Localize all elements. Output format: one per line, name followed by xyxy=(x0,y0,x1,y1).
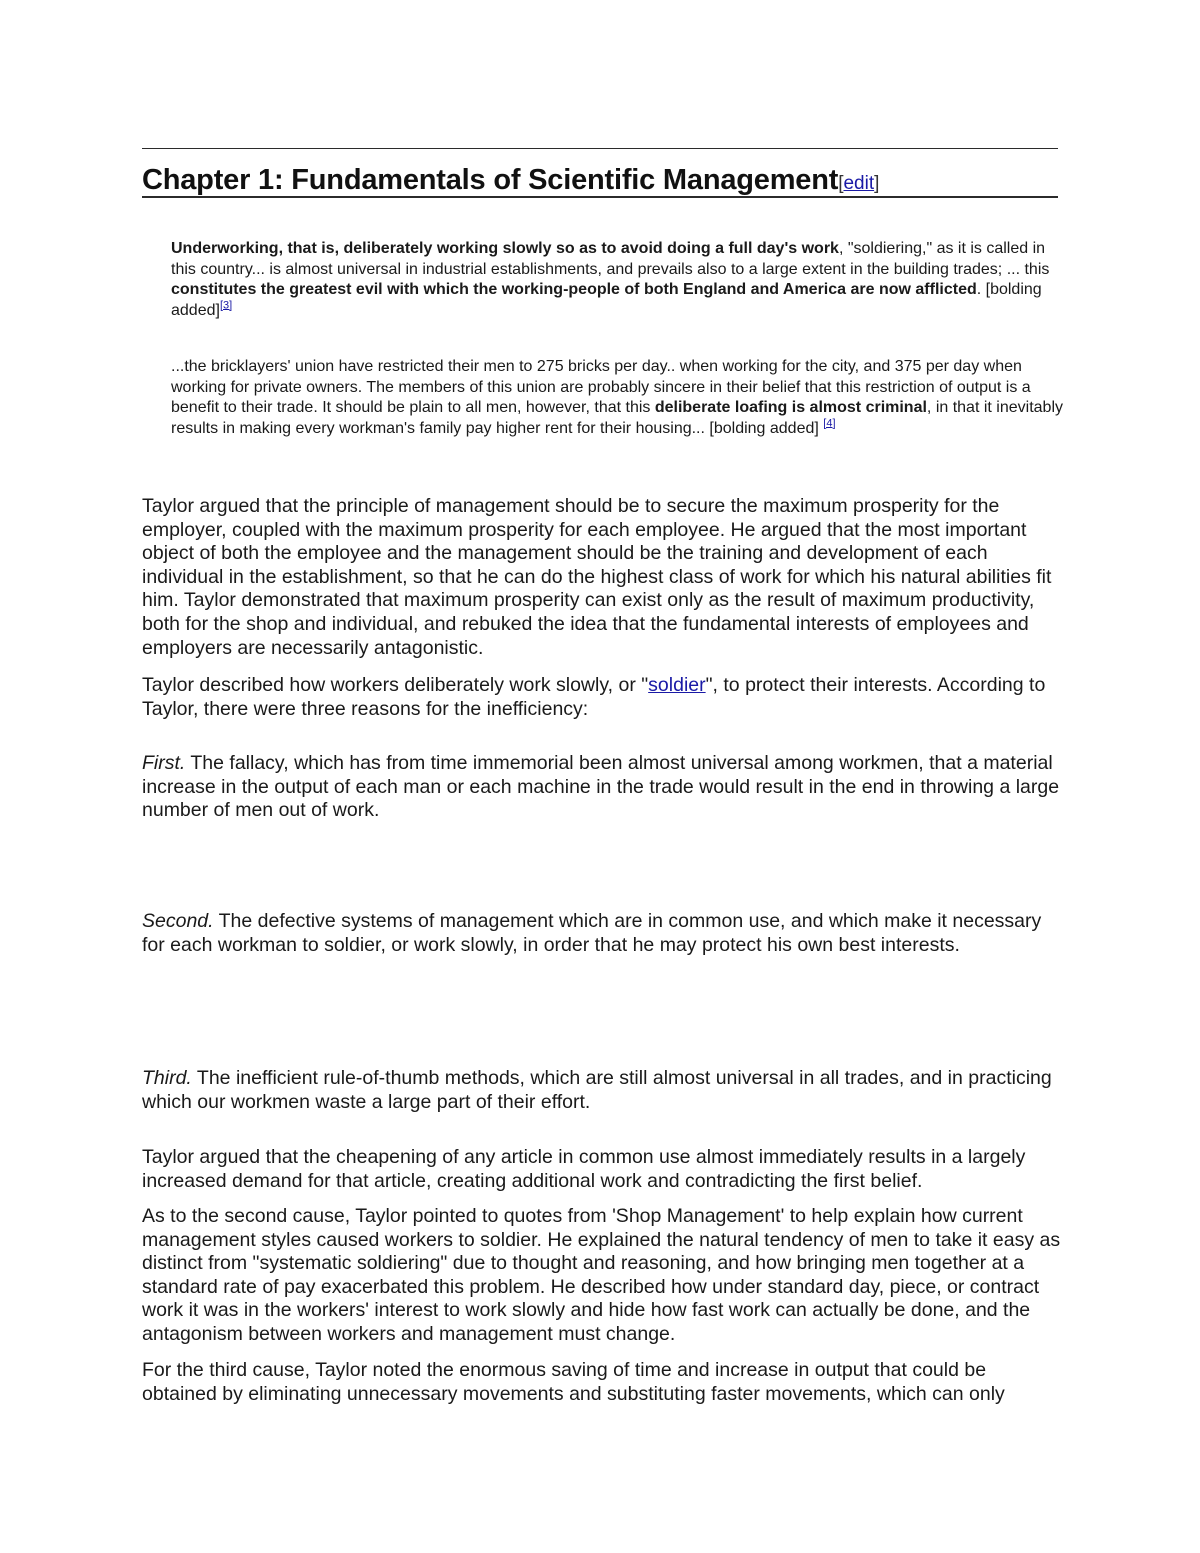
paragraph-third-cause: For the third cause, Taylor noted the enormous saving of time and increase in output that could be obtained by eliminating unnecessary movements and substituting faster movements, which can only xyxy=(142,1359,1005,1405)
reference-link-4[interactable]: [4] xyxy=(823,417,836,430)
quote1-text-2: . [bolding added] xyxy=(171,281,1042,319)
reason-first-label: First. xyxy=(142,752,186,774)
chapter-title: Chapter 1: Fundamentals of Scientific Management xyxy=(142,164,839,196)
paragraph-second-cause: As to the second cause, Taylor pointed to quotes from 'Shop Management' to help explain how current management styles caused workers to soldier. He explained the natural tendency of men to take it easy as distinct from "systematic soldiering" due to thought and reasoning, and how bringing men together at a standard rate of pay exacerbated this problem. He described how under standard day, piece, or contract work it was in the workers' interest to work slowly and hide how fast work can actually be done, and the antagonism between workers and management must change. xyxy=(142,1205,1061,1345)
edit-section: [edit] xyxy=(838,173,880,194)
quote1-bold-1: Underworking, that is, deliberately working slowly so as to avoid doing a full day's work xyxy=(171,240,839,257)
reason-third: Third. The inefficient rule-of-thumb methods, which are still almost universal in all trades, and in practicing which our workmen waste a large part of their effort. xyxy=(142,1067,1052,1113)
quote2-bold-1: deliberate loafing is almost criminal xyxy=(654,399,927,416)
top-rule xyxy=(142,148,1058,149)
chapter-heading xyxy=(142,160,1058,198)
quote2-text-1: ...the bricklayers' union have restricted their men to 275 bricks per day.. when working for the city, and 375 per day when working for private owners. The members of this union are probably sincere in their belief that this restriction of output is a benefit to their trade. It should be plain to all men, however, that this xyxy=(171,358,1031,416)
reference-link-3[interactable]: [3] xyxy=(219,299,233,312)
paragraph-cheapening: Taylor argued that the cheapening of any article in common use almost immediately results in a largely increased demand for that article, creating additional work and contradicting the first belief. xyxy=(142,1146,1026,1192)
block-quote-1 xyxy=(171,239,1063,321)
reason-third-label: Third. xyxy=(142,1067,192,1089)
reason-second-label: Second. xyxy=(142,910,214,932)
quote1-bold-2: constitutes the greatest evil with which the working-people of both England and America are now afflicted xyxy=(171,281,977,298)
block-quote-2 xyxy=(171,357,1063,439)
reason-second: Second. The defective systems of management which are in common use, and which make it necessary for each workman to soldier, or work slowly, in order that he may protect his own best interests. xyxy=(142,910,1042,956)
soldier-link[interactable]: soldier xyxy=(648,674,706,696)
paragraph-principle: Taylor argued that the principle of management should be to secure the maximum prosperity for the employer, coupled with the maximum prosperity for each employee. He argued that the most important object of both the employee and the management should be the training and development of each individual in the establishment, so that he can do the highest class of work for which his natural abilities fit him. Taylor demonstrated that maximum prosperity can exist only as the result of maximum productivity, both for the shop and individual, and rebuked the idea that the fundamental interests of employees and employers are necessarily antagonistic. xyxy=(142,495,1052,659)
reason-first: First. The fallacy, which has from time immemorial been almost universal among workmen, that a material increase in the output of each man or each machine in the trade would result in the end in throwing a large number of men out of work. xyxy=(142,752,1060,822)
edit-link[interactable]: edit xyxy=(843,173,875,194)
quote2-text-2: , in that it inevitably results in making every workman's family pay higher rent for their housing... [bolding added] xyxy=(171,399,1063,437)
paragraph-soldiering: Taylor described how workers deliberately work slowly, or "soldier", to protect their interests. According to Taylor, there were three reasons for the inefficiency: xyxy=(142,674,1046,720)
quote1-text-1: , "soldiering," as it is called in this country... is almost universal in industrial establishments, and prevails also to a large extent in the building trades; ... this xyxy=(171,240,1050,278)
